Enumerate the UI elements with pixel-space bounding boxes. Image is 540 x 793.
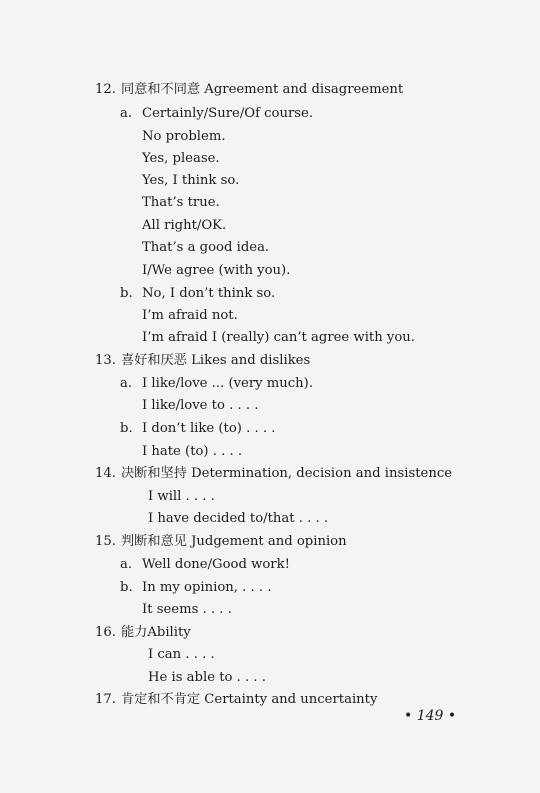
section-15-heading	[95, 534, 347, 550]
item-text: No, I don’t think so.	[142, 286, 276, 301]
item-letter: a.	[120, 557, 133, 572]
item-letter: a.	[120, 376, 133, 391]
section-number: 15.	[95, 534, 116, 549]
list-item: That’s true.	[142, 195, 220, 210]
item-text: Certainly/Sure/Of course.	[142, 106, 314, 121]
item-text: In my opinion, . . . .	[142, 580, 272, 595]
list-item	[120, 106, 313, 122]
page-number	[404, 708, 456, 724]
bullet-icon: •	[447, 708, 457, 724]
item-letter: b.	[120, 286, 133, 301]
item-letter: b.	[120, 421, 133, 436]
list-item	[120, 376, 313, 392]
list-item	[120, 421, 275, 437]
section-number: 14.	[95, 466, 116, 481]
section-17-heading	[95, 692, 377, 708]
section-13-heading	[95, 353, 310, 369]
item-text: I don’t like (to) . . . .	[142, 421, 276, 436]
section-title: 判断和意见 Judgement and opinion	[120, 534, 347, 549]
section-title: 能力Ability	[120, 625, 191, 640]
list-item: I’m afraid not.	[142, 308, 238, 323]
list-item: I can . . . .	[148, 647, 215, 662]
list-item: It seems . . . .	[142, 602, 232, 617]
section-title: 喜好和厌恶 Likes and dislikes	[120, 353, 311, 368]
section-number: 17.	[95, 692, 116, 707]
section-number: 13.	[95, 353, 116, 368]
list-item	[120, 580, 272, 596]
section-14-heading	[95, 466, 452, 482]
section-title: 同意和不同意 Agreement and disagreement	[120, 82, 404, 97]
list-item: No problem.	[142, 129, 226, 144]
section-number: 12.	[95, 82, 116, 97]
list-item: That’s a good idea.	[142, 240, 270, 255]
list-item: I hate (to) . . . .	[142, 444, 243, 459]
list-item	[120, 557, 290, 573]
section-title: 决断和坚持 Determination, decision and insistence	[120, 466, 453, 481]
item-text: Well done/Good work!	[142, 557, 290, 572]
section-16-heading	[95, 625, 191, 641]
item-text: I like/love ... (very much).	[142, 376, 314, 391]
list-item: I like/love to . . . .	[142, 398, 259, 413]
list-item: I will . . . .	[148, 489, 215, 504]
section-number: 16.	[95, 625, 116, 640]
list-item	[120, 286, 275, 302]
list-item: I’m afraid I (really) can’t agree with you.	[142, 330, 415, 345]
list-item: All right/OK.	[142, 218, 227, 233]
bullet-icon: •	[404, 708, 413, 724]
list-item: I have decided to/that . . . .	[148, 511, 329, 526]
item-letter: a.	[120, 106, 133, 121]
section-title: 肯定和不肯定 Certainty and uncertainty	[120, 692, 378, 707]
list-item: Yes, I think so.	[142, 173, 240, 188]
section-12-heading	[95, 82, 403, 98]
item-letter: b.	[120, 580, 133, 595]
page-number-value: 149	[416, 708, 444, 724]
list-item: Yes, please.	[142, 151, 220, 166]
list-item: He is able to . . . .	[148, 670, 266, 685]
list-item: I/We agree (with you).	[142, 263, 291, 278]
